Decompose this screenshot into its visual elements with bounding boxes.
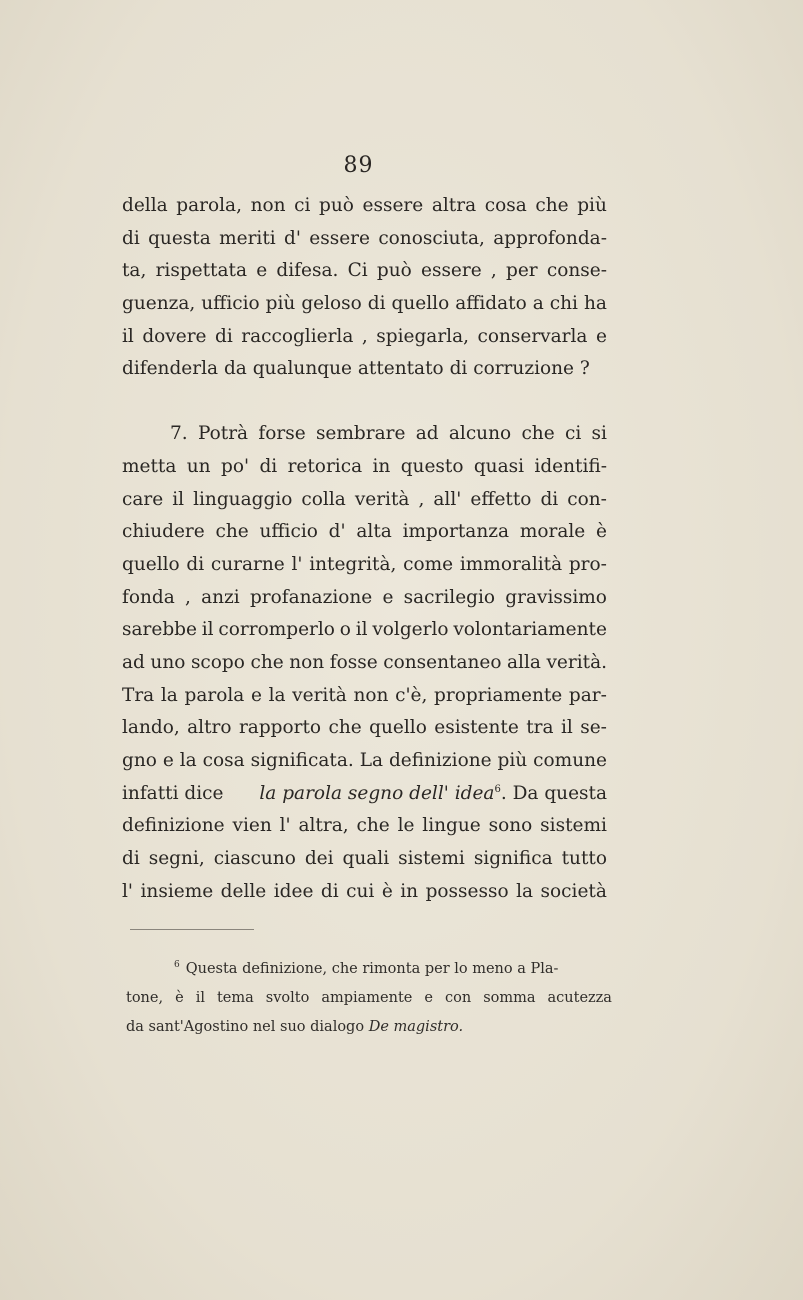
word: linguaggio	[193, 488, 293, 510]
word: di	[449, 358, 468, 380]
word: gno	[122, 750, 157, 771]
word: il	[172, 488, 185, 510]
word: o	[339, 619, 351, 641]
word: l'	[291, 553, 303, 575]
word: dovere	[142, 325, 207, 347]
paragraph-1	[122, 190, 607, 386]
word: segni,	[148, 848, 205, 870]
word: Potrà	[197, 423, 249, 445]
text-line	[122, 549, 607, 582]
word: Tra	[122, 684, 155, 706]
word: questa	[148, 227, 211, 249]
text-line	[122, 680, 607, 713]
word: tra	[526, 717, 554, 739]
word: rispettata	[155, 260, 247, 282]
word: qualunque	[252, 358, 352, 380]
text-line	[122, 223, 607, 256]
word: ciascuno	[213, 848, 296, 870]
word: La	[359, 750, 384, 771]
word: altro	[187, 717, 232, 739]
word: società	[540, 880, 607, 902]
word: la	[516, 880, 534, 902]
word: dei	[304, 848, 334, 870]
word: alla	[507, 651, 541, 673]
word: ad	[122, 651, 145, 673]
word: che	[250, 651, 284, 673]
word: più	[265, 293, 296, 315]
word: è	[381, 880, 393, 902]
word: a	[532, 293, 544, 315]
word: ta,	[122, 260, 147, 282]
word: immoralità	[459, 553, 563, 575]
word: quello	[122, 553, 180, 575]
text-line	[122, 418, 607, 451]
text-line	[122, 745, 607, 778]
footnote-first-line	[174, 955, 558, 984]
word: lingue	[422, 815, 481, 837]
word: ufficio	[259, 521, 318, 543]
word: alta	[356, 521, 392, 543]
word: profanazione	[249, 586, 373, 608]
word: essere	[421, 260, 482, 282]
word: forse	[258, 423, 306, 445]
word: che	[521, 423, 555, 445]
word: in	[372, 455, 391, 477]
word: meriti	[219, 227, 276, 249]
footnote-divider	[130, 929, 254, 930]
word: difesa.	[276, 260, 339, 282]
word: essere	[309, 227, 370, 249]
paragraph-2	[122, 418, 607, 908]
word: può	[376, 260, 412, 282]
word: e	[424, 990, 433, 1006]
word: sistemi	[398, 848, 465, 870]
word: metta	[122, 455, 177, 477]
word: di	[122, 227, 140, 249]
text-line	[122, 810, 607, 843]
word: lando,	[122, 717, 180, 739]
word: propriamente	[434, 684, 563, 706]
word: parola	[184, 684, 245, 706]
text-line	[122, 647, 607, 680]
footnote-line	[126, 1013, 612, 1042]
text-line	[122, 614, 607, 647]
word: identifi-	[534, 455, 607, 477]
text-line	[122, 288, 607, 321]
word: affidato	[455, 293, 527, 315]
word: importanza	[402, 521, 510, 543]
word: morale	[519, 521, 586, 543]
page-number: 89	[343, 153, 374, 178]
word: altra	[431, 195, 477, 216]
word: significa	[473, 848, 553, 870]
word: sono	[488, 815, 533, 837]
word: la	[160, 684, 178, 706]
text-line	[122, 876, 607, 909]
word: in	[400, 880, 419, 902]
word: retorica	[287, 455, 363, 477]
word: colla	[301, 488, 346, 510]
word: ,	[418, 488, 425, 510]
word: ampiamente	[321, 990, 413, 1006]
main-text	[122, 190, 607, 908]
text-line	[122, 321, 607, 354]
word: quali	[342, 848, 390, 870]
text-line	[122, 712, 607, 745]
word: pro-	[568, 553, 607, 575]
text-line-with-footnote-ref	[122, 778, 607, 811]
word: attentato	[357, 358, 444, 380]
text-line	[122, 353, 607, 386]
text-line	[122, 843, 607, 876]
word: un	[186, 455, 211, 477]
word: l'	[279, 815, 291, 837]
word: se-	[580, 717, 607, 739]
word: e	[162, 750, 174, 771]
word: sembrare	[315, 423, 406, 445]
word: volontariamente	[453, 619, 607, 641]
footnote-line	[126, 984, 612, 1013]
word: non	[289, 651, 325, 673]
footnote-reference[interactable]: 6	[494, 783, 501, 795]
word: di	[186, 553, 205, 575]
footnote-text: Questa definizione, che rimonta per lo meno a Pla-	[185, 961, 559, 977]
inline-group	[259, 778, 607, 811]
word: definizione	[388, 750, 492, 771]
word: verità.	[546, 651, 607, 673]
word: raccoglierla	[241, 325, 354, 347]
text-fragment: . Da questa	[500, 782, 607, 804]
text-line	[122, 451, 607, 484]
word: per	[506, 260, 538, 282]
word: come	[403, 553, 454, 575]
footnote-line	[126, 955, 612, 984]
word: ,	[490, 260, 497, 282]
word: corruzione	[473, 358, 574, 380]
word: e	[256, 260, 268, 282]
word: di	[320, 880, 339, 902]
word: d'	[284, 227, 301, 249]
word: ufficio	[201, 293, 260, 315]
word: acutezza	[547, 990, 612, 1006]
word: geloso	[301, 293, 362, 315]
word: delle	[220, 880, 267, 902]
word: che	[535, 195, 569, 216]
word: ?	[579, 358, 590, 380]
word: effetto	[470, 488, 532, 510]
word: di	[259, 455, 278, 477]
word: insieme	[140, 880, 214, 902]
word: più	[497, 750, 528, 771]
word: consentaneo	[383, 651, 502, 673]
word: svolto	[265, 990, 310, 1006]
word: il	[560, 717, 573, 739]
word: è	[596, 521, 607, 543]
word: più	[577, 195, 607, 216]
word: conse-	[546, 260, 607, 282]
word: esistente	[434, 717, 519, 739]
word: la	[179, 750, 197, 771]
word: quello	[391, 293, 450, 315]
word: il	[122, 325, 134, 347]
word: ci	[564, 423, 582, 445]
word: somma	[483, 990, 536, 1006]
word: ad	[415, 423, 439, 445]
word: quello	[369, 717, 427, 739]
word: non	[250, 195, 286, 216]
word: anzi	[201, 586, 240, 608]
word: che	[356, 815, 390, 837]
word: rapporto	[238, 717, 322, 739]
word: che	[215, 521, 249, 543]
word: con	[444, 990, 472, 1006]
word: significata.	[250, 750, 354, 771]
word: può	[319, 195, 354, 216]
word: par-	[568, 684, 607, 706]
word: ,	[361, 325, 368, 347]
word: di	[122, 848, 140, 870]
word: con-	[567, 488, 607, 510]
word: gravissimo	[505, 586, 607, 608]
word: conservarla	[477, 325, 588, 347]
word: e	[595, 325, 607, 347]
text-line	[122, 190, 607, 223]
word: il	[355, 619, 368, 641]
italic-phrase: la parola segno dell' idea	[259, 782, 495, 804]
word: ,	[185, 586, 191, 608]
word: verità	[354, 488, 410, 510]
word: le	[397, 815, 415, 837]
word: sacrilegio	[403, 586, 496, 608]
word: di	[367, 293, 386, 315]
word: idee	[273, 880, 314, 902]
word: approfonda-	[493, 227, 607, 249]
word: sarebbe	[122, 619, 197, 641]
word: integrità,	[309, 553, 397, 575]
text-line	[122, 582, 607, 615]
word: volgerlo	[372, 619, 449, 641]
word: il	[195, 990, 205, 1006]
word: fonda	[122, 586, 175, 608]
word: ci	[294, 195, 311, 216]
word: comune	[533, 750, 607, 771]
word: questo	[400, 455, 464, 477]
word: alcuno	[448, 423, 512, 445]
word: il	[201, 619, 214, 641]
word: fosse	[329, 651, 378, 673]
word: si	[591, 423, 607, 445]
word: vien	[232, 815, 272, 837]
word: care	[122, 488, 164, 510]
word: essere	[362, 195, 424, 216]
word: della	[122, 195, 168, 216]
word: chiudere	[122, 521, 205, 543]
word: la	[268, 684, 286, 706]
word: quasi	[473, 455, 525, 477]
word: tone,	[126, 990, 164, 1006]
word: d'	[328, 521, 346, 543]
word: 7.	[170, 423, 188, 445]
word: da	[223, 358, 247, 380]
word: verità	[292, 684, 347, 706]
text-line	[122, 255, 607, 288]
word: definizione	[122, 815, 225, 837]
word: è	[175, 990, 184, 1006]
word: cosa	[202, 750, 245, 771]
word: cosa	[484, 195, 527, 216]
word: conosciuta,	[378, 227, 485, 249]
word: scopo	[190, 651, 245, 673]
text-fragment: infatti dice	[122, 782, 224, 804]
word: tema	[216, 990, 254, 1006]
word: e	[382, 586, 394, 608]
word: guenza,	[122, 293, 196, 315]
word: c'è,	[395, 684, 428, 706]
word: spiegarla,	[376, 325, 469, 347]
word: cui	[346, 880, 375, 902]
word: corromperlo	[218, 619, 335, 641]
word: altra,	[298, 815, 349, 837]
work-title: De magistro.	[368, 1019, 464, 1035]
word: chi	[549, 293, 578, 315]
word: tutto	[561, 848, 607, 870]
word: che	[328, 717, 362, 739]
word: possesso	[425, 880, 509, 902]
word: e	[250, 684, 262, 706]
word: all'	[433, 488, 462, 510]
text-line	[122, 516, 607, 549]
word: l'	[122, 880, 134, 902]
text-line	[122, 484, 607, 517]
word: di	[540, 488, 559, 510]
footnote	[126, 955, 612, 1042]
word: uno	[150, 651, 186, 673]
footnote-text: da sant'Agostino nel suo dialogo	[126, 1019, 365, 1035]
word: ha	[583, 293, 607, 315]
word: sistemi	[540, 815, 607, 837]
footnote-mark: 6	[174, 960, 180, 971]
word: Ci	[347, 260, 368, 282]
word: difenderla	[122, 358, 219, 380]
word: parola,	[176, 195, 242, 216]
word: di	[214, 325, 233, 347]
word: non	[353, 684, 389, 706]
word: curarne	[210, 553, 285, 575]
word: po'	[220, 455, 250, 477]
